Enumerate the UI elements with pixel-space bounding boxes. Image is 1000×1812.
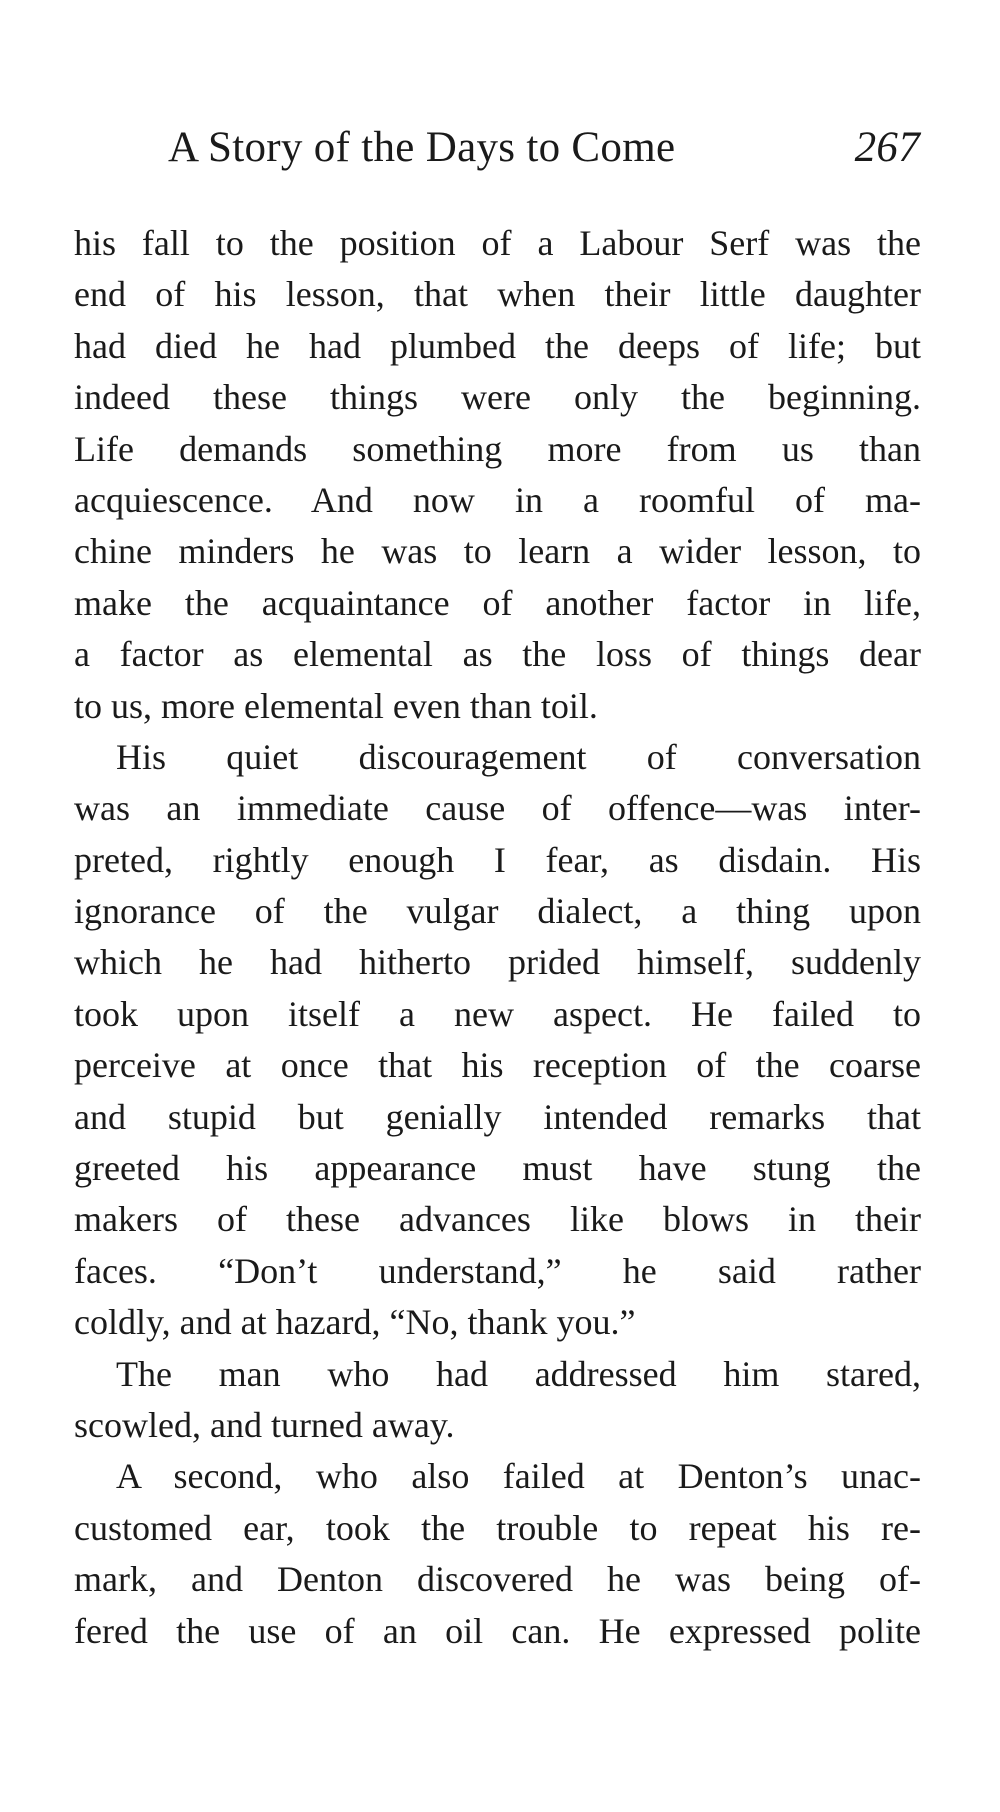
text-line: faces. “Don’t understand,” he said rather [74,1250,921,1291]
text-line: His quiet discouragement of conversation [116,736,921,777]
text-line: fered the use of an oil can. He expressed polite [74,1610,921,1651]
running-head-title: A Story of the Days to Come [168,124,676,171]
page-number: 267 [854,124,920,171]
text-line: took upon itself a new aspect. He failed to [74,993,921,1034]
text-line: makers of these advances like blows in their [74,1199,921,1240]
text-line: chine minders he was to learn a wider lesson, to [74,531,921,572]
body-text [74,218,921,1657]
text-line: The man who had addressed him stared, [116,1353,921,1394]
text-line: ignorance of the vulgar dialect, a thing upon [74,891,921,932]
text-line: mark, and Denton discovered he was being of- [74,1559,921,1600]
text-line: a factor as elemental as the loss of things dear [74,634,921,675]
text-line: to us, more elemental even than toil. [74,685,598,726]
text-line: customed ear, took the trouble to repeat his re- [74,1507,921,1548]
text-line: Life demands something more from us than [74,428,921,469]
text-line: acquiescence. And now in a roomful of ma- [74,479,921,520]
text-line: which he had hitherto prided himself, suddenly [74,942,921,983]
paragraph [74,732,921,1349]
text-line: perceive at once that his reception of the coarse [74,1045,921,1086]
running-head [160,118,920,178]
text-line: had died he had plumbed the deeps of life; but [74,325,921,366]
text-line: coldly, and at hazard, “No, thank you.” [74,1302,636,1343]
text-line: end of his lesson, that when their little daughter [74,274,921,315]
paragraph [74,1349,921,1452]
text-line: preted, rightly enough I fear, as disdain. His [74,839,921,880]
paragraph [74,218,921,732]
text-line: indeed these things were only the beginning. [74,377,921,418]
text-line: and stupid but genially intended remarks that [74,1096,921,1137]
text-line: his fall to the position of a Labour Serf was the [74,223,921,263]
paragraph [74,1451,921,1657]
text-line: greeted his appearance must have stung the [74,1148,921,1189]
text-line: was an immediate cause of offence—was inter- [74,788,921,829]
text-line: make the acquaintance of another factor in life, [74,582,921,623]
text-line: scowled, and turned away. [74,1404,455,1445]
text-line: A second, who also failed at Denton’s unac- [116,1456,921,1497]
